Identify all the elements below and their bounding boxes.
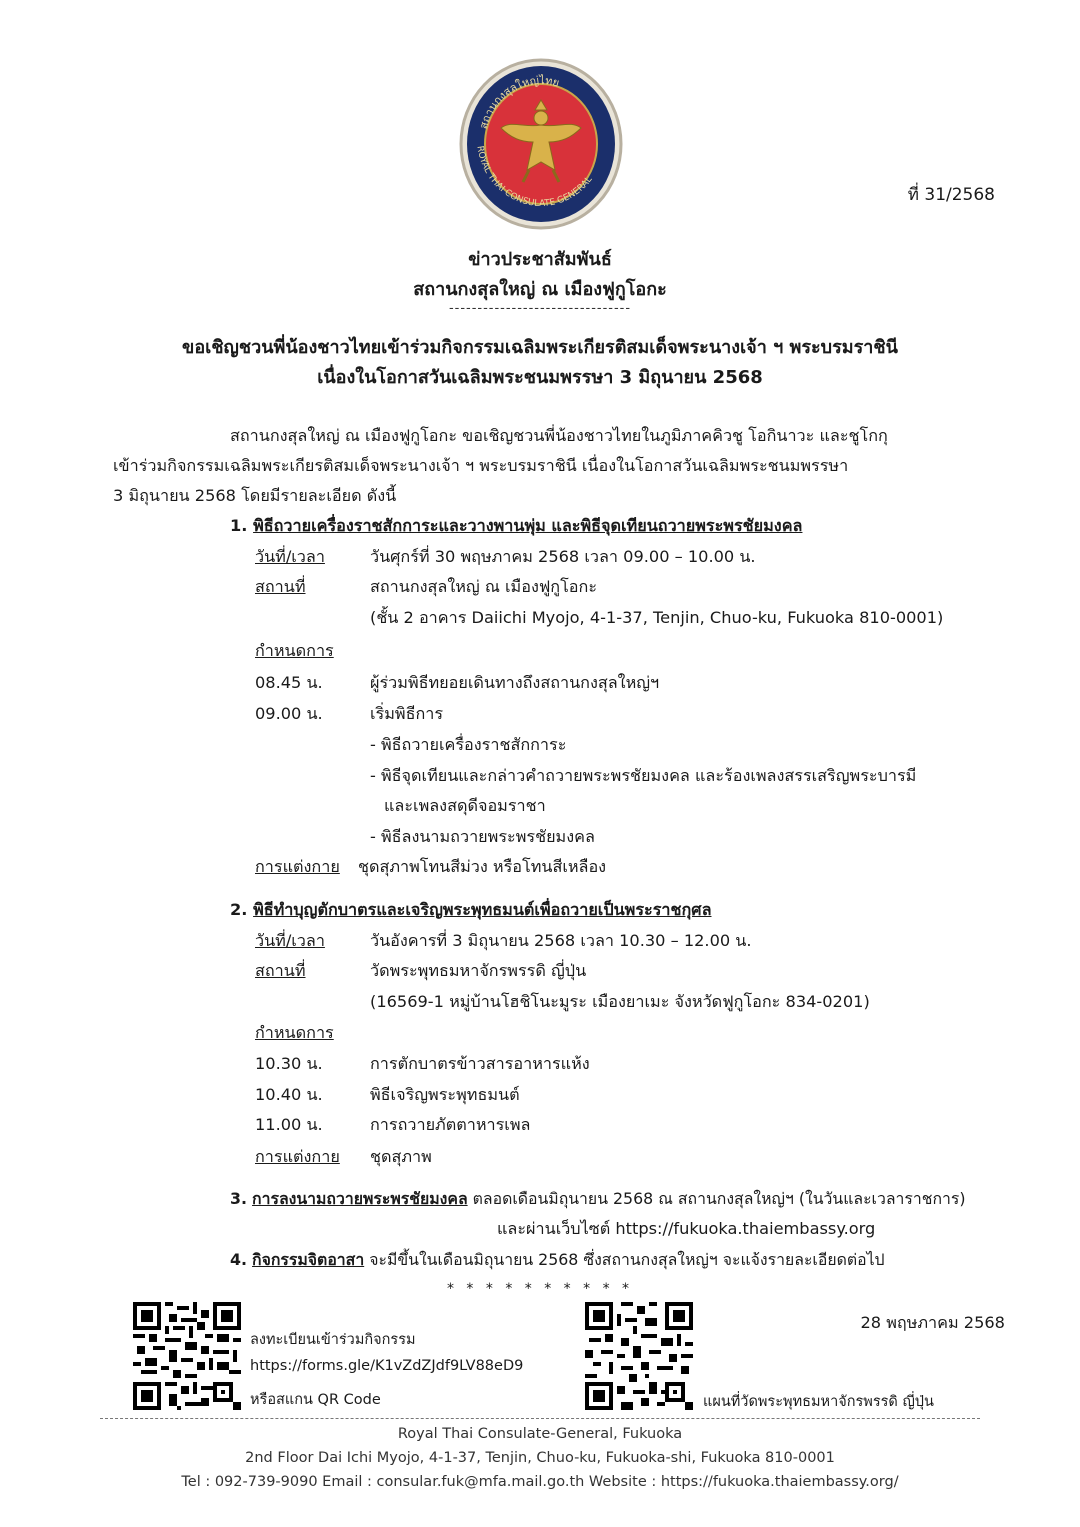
heading-divider: -------------------------------- — [448, 301, 632, 316]
section-3-number: 3. — [230, 1189, 247, 1208]
s1-item-2: เริ่มพิธีการ — [370, 704, 444, 723]
s1-date-label: วันที่/เวลา — [255, 547, 325, 566]
s1-sub-2b: และเพลงสดุดีจอมราชา — [384, 796, 546, 815]
s1-dress-value: ชุดสุภาพโทนสีม่วง หรือโทนสีเหลือง — [358, 857, 607, 876]
title-line-1: ขอเชิญชวนพี่น้องชาวไทยเข้าร่วมกิจกรรมเฉลิมพระเกียรติสมเด็จพระนางเจ้า ฯ พระบรมราชินี — [182, 337, 898, 358]
s1-sub-1: - พิธีถวายเครื่องราชสักการะ — [370, 735, 567, 754]
s1-time-2: 09.00 น. — [255, 704, 323, 723]
section-2-heading — [230, 897, 712, 923]
svg-text:ROYAL THAI CONSULATE GENERAL: ROYAL THAI CONSULATE GENERAL — [474, 145, 595, 210]
s2-place-detail: (16569-1 หมู่บ้านโฮชิโนะมูระ เมืองยาเมะ จังหวัดฟูกูโอกะ 834-0201) — [370, 992, 870, 1011]
footer-contact: Tel : 092-739-9090 Email : consular.fuk@mfa.mail.go.th Website : https://fukuoka.thaiembassy.org/ — [181, 1474, 899, 1490]
s1-place-value: สถานกงสุลใหญ่ ณ เมืองฟูกูโอกะ — [370, 577, 598, 596]
s1-sub-3: - พิธีลงนามถวายพระพรชัยมงคล — [370, 827, 595, 846]
s1-place-detail: (ชั้น 2 อาคาร Daiichi Myojo, 4-1-37, Tenjin, Chuo-ku, Fukuoka 810-0001) — [370, 608, 944, 627]
s2-dress-label: การแต่งกาย — [255, 1147, 340, 1166]
heading-press-release: ข่าวประชาสัมพันธ์ — [468, 249, 612, 270]
s1-sub-2: - พิธีจุดเทียนและกล่าวคำถวายพระพรชัยมงคล และร้องเพลงสรรเสริญพระบารมี — [370, 766, 917, 785]
section-4 — [230, 1247, 885, 1272]
svg-text:สถานกงสุลใหญ่ไทย: สถานกงสุลใหญ่ไทย — [476, 73, 561, 131]
section-1-heading — [230, 513, 802, 539]
section-2-title: พิธีทำบุญตักบาตรและเจริญพระพุทธมนต์เพื่อถวายเป็นพระราชกุศล — [253, 900, 712, 919]
s1-schedule-label: กำหนดการ — [255, 641, 334, 660]
s1-date-value: วันศุกร์ที่ 30 พฤษภาคม 2568 เวลา 09.00 – 10.00 น. — [370, 547, 756, 566]
s2-schedule-label: กำหนดการ — [255, 1023, 334, 1042]
signed-date: 28 พฤษภาคม 2568 — [860, 1313, 1005, 1332]
stars-divider: * * * * * * * * * * — [446, 1281, 634, 1297]
intro-line-1: สถานกงสุลใหญ่ ณ เมืองฟูกูโอกะ ขอเชิญชวนพี่น้องชาวไทยในภูมิภาคคิวชู โอกินาวะ และชูโกกุ — [230, 426, 888, 445]
section-4-number: 4. — [230, 1250, 247, 1269]
footer-org-name: Royal Thai Consulate-General, Fukuoka — [397, 1426, 683, 1442]
map-qr-label: แผนที่วัดพระพุทธมหาจักรพรรดิ ญี่ปุ่น — [703, 1394, 934, 1410]
section-3-text: ตลอดเดือนมิถุนายน 2568 ณ สถานกงสุลใหญ่ฯ (ในวันและเวลาราชการ) — [472, 1189, 966, 1208]
s2-date-label: วันที่/เวลา — [255, 931, 325, 950]
section-3 — [230, 1186, 966, 1211]
s2-date-value: วันอังคารที่ 3 มิถุนายน 2568 เวลา 10.30 – 12.00 น. — [370, 931, 752, 950]
registration-qr-code[interactable] — [133, 1302, 241, 1410]
intro-line-2: เข้าร่วมกิจกรรมเฉลิมพระเกียรติสมเด็จพระนางเจ้า ฯ พระบรมราชินี เนื่องในโอกาสวันเฉลิมพระชนมพรรษา — [113, 456, 849, 475]
section-1-title: พิธีถวายเครื่องราชสักการะและวางพานพุ่ม และพิธีจุดเทียนถวายพระพรชัยมงคล — [253, 516, 803, 535]
s2-item-2: พิธีเจริญพระพุทธมนต์ — [370, 1085, 520, 1104]
s2-place-value: วัดพระพุทธมหาจักรพรรดิ ญี่ปุ่น — [370, 961, 587, 980]
s1-item-1: ผู้ร่วมพิธีทยอยเดินทางถึงสถานกงสุลใหญ่ฯ — [370, 673, 660, 692]
s2-time-3: 11.00 น. — [255, 1115, 323, 1134]
s2-time-1: 10.30 น. — [255, 1054, 323, 1073]
section-3-text-2: และผ่านเว็บไซต์ https://fukuoka.thaiembassy.org — [497, 1219, 876, 1238]
footer-address: 2nd Floor Dai Ichi Myojo, 4-1-37, Tenjin, Chuo-ku, Fukuoka-shi, Fukuoka 810-0001 — [245, 1450, 835, 1466]
footer-divider — [100, 1418, 980, 1419]
register-text-1: ลงทะเบียนเข้าร่วมกิจกรรม — [250, 1332, 416, 1348]
s2-time-2: 10.40 น. — [255, 1085, 323, 1104]
s1-place-label: สถานที่ — [255, 577, 306, 596]
section-4-title: กิจกรรมจิตอาสา — [252, 1250, 365, 1269]
heading-consulate: สถานกงสุลใหญ่ ณ เมืองฟูกูโอกะ — [413, 279, 667, 300]
document-number: ที่ 31/2568 — [907, 185, 995, 205]
title-line-2: เนื่องในโอกาสวันเฉลิมพระชนมพรรษา 3 มิถุนายน 2568 — [317, 367, 763, 388]
section-1-number: 1. — [230, 516, 248, 535]
s1-time-1: 08.45 น. — [255, 673, 323, 692]
s1-dress-label: การแต่งกาย — [255, 857, 340, 876]
s2-dress-value: ชุดสุภาพ — [370, 1147, 432, 1166]
section-3-title: การลงนามถวายพระพรชัยมงคล — [252, 1189, 468, 1208]
register-text-3: หรือสแกน QR Code — [250, 1392, 381, 1408]
temple-map-qr-code[interactable] — [585, 1302, 693, 1410]
section-4-text: จะมีขึ้นในเดือนมิถุนายน 2568 ซึ่งสถานกงสุลใหญ่ฯ จะแจ้งรายละเอียดต่อไป — [369, 1250, 885, 1269]
s2-item-1: การตักบาตรข้าวสารอาหารแห้ง — [370, 1054, 590, 1073]
consulate-seal-logo — [455, 58, 627, 230]
s2-item-3: การถวายภัตตาหารเพล — [370, 1115, 531, 1134]
intro-line-3: 3 มิถุนายน 2568 โดยมีรายละเอียด ดังนี้ — [113, 486, 397, 505]
register-form-link[interactable]: https://forms.gle/K1vZdZJdf9LV88eD9 — [250, 1358, 524, 1374]
section-2-number: 2. — [230, 900, 248, 919]
s2-place-label: สถานที่ — [255, 961, 306, 980]
